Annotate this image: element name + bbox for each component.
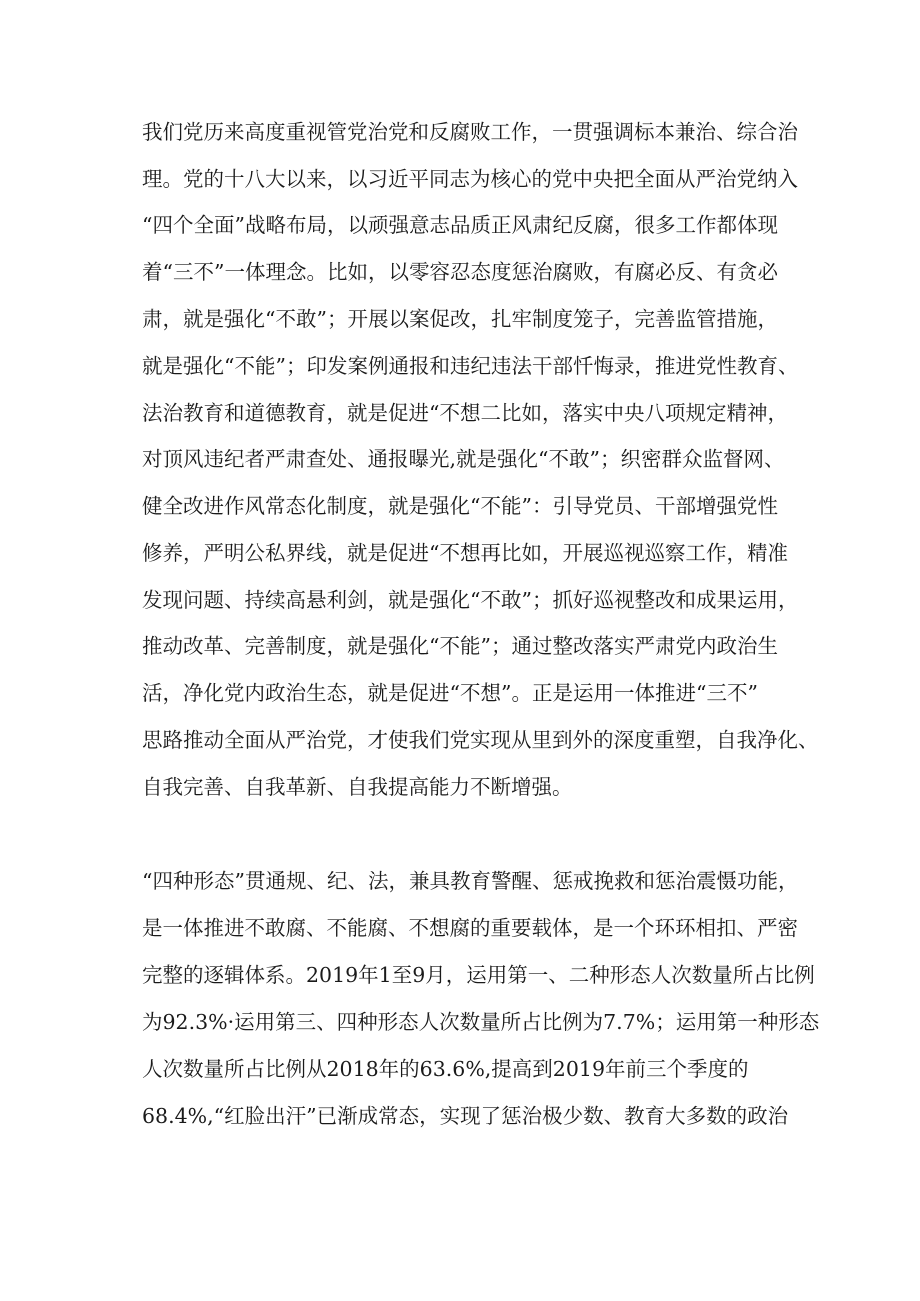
paragraph-line: 修养，严明公私界线，就是促进“不想再比如，开展巡视巡察工作，精准 [142, 541, 788, 565]
paragraph-line: 就是强化“不能”；印发案例通报和违纪违法干部忏悔录，推进党性教育、 [142, 354, 799, 378]
paragraph-line: 着“三不”一体理念。比如，以零容忍态度惩治腐败，有腐必反、有贪必 [142, 260, 778, 284]
paragraph-line: 发现问题、持续高悬利剑，就是强化“不敢”；抓好巡视整改和成果运用， [142, 588, 799, 612]
paragraph-line: 68.4%,“红脸出汗”已渐成常态，实现了惩治极少数、教育大多数的政治 [142, 1104, 789, 1128]
paragraph-line: 法治教育和道德教育，就是促进“不想二比如，落实中央八项规定精神， [142, 401, 788, 425]
paragraph-line: 活，净化党内政治生态，就是促进“不想”。正是运用一体推进“三不” [142, 681, 758, 705]
paragraph-line: 是一体推进不敢腐、不能腐、不想腐的重要载体，是一个环环相扣、严密 [142, 916, 798, 940]
paragraph-line: 对顶风违纪者严肃查处、通报曝光,就是强化“不敢”；织密群众监督网、 [142, 447, 785, 471]
paragraph-line: 人次数量所占比例从2018年的63.6%,提高到2019年前三个季度的 [142, 1057, 749, 1081]
paragraph-line: 我们党历来高度重视管党治党和反腐败工作，一贯强调标本兼治、综合治 [142, 120, 798, 144]
paragraph-line: 健全改进作风常态化制度，就是强化“不能”：引导党员、干部增强党性 [142, 494, 778, 518]
paragraph-line: 推动改革、完善制度，就是强化“不能”；通过整改落实严肃党内政治生 [142, 634, 778, 658]
paragraph-line: 肃，就是强化“不敢”；开展以案促改，扎牢制度笼子，完善监管措施， [142, 307, 778, 331]
paragraph-line: 思路推动全面从严治党，才使我们党实现从里到外的深度重塑，自我净化、 [142, 728, 819, 752]
paragraph-line: 自我完善、自我革新、自我提高能力不断增强。 [142, 775, 573, 799]
paragraph-line: “四种形态”贯通规、纪、法，兼具教育警醒、惩戒挽救和惩治震慑功能， [142, 869, 799, 893]
paragraph-line: “四个全面”战略布局，以顽强意志品质正风肃纪反腐，很多工作都体现 [142, 213, 778, 237]
paragraph-line: 完整的逐辑体系。2019年1至9月，运用第一、二种形态人次数量所占比例 [142, 963, 815, 987]
paragraph-line: 为92.3%·运用第三、四种形态人次数量所占比例为7.7%；运用第一种形态 [142, 1010, 820, 1034]
paragraph-line: 理。党的十八大以来，以习近平同志为核心的党中央把全面从严治党纳入 [142, 167, 798, 191]
